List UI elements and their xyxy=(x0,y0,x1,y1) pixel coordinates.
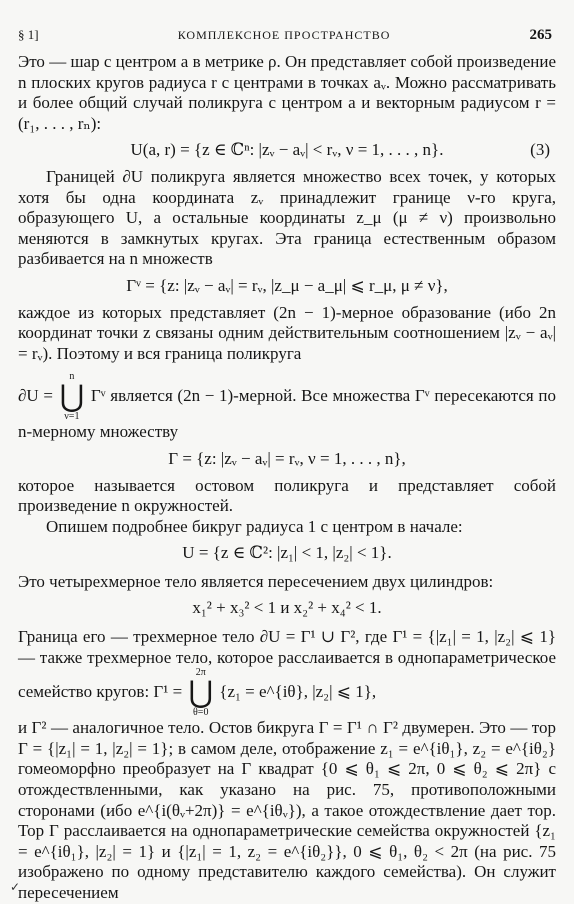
paragraph-4-text: Γᵛ является (2n − 1)-мерной. Все множества Γᵛ пересекаются по n-мерному множеству xyxy=(18,386,556,442)
union-lower-limit-2: θ=0 xyxy=(193,707,209,719)
union-operator xyxy=(60,372,85,422)
paragraph-3: каждое из которых представляет (2n − 1)-мерное образование (ибо 2n координат точки z связаны одним действительным соотношением |zᵥ − aᵥ| = rᵥ). Поэтому и вся граница поликруга xyxy=(18,302,556,363)
union-upper-limit: n xyxy=(69,371,75,383)
section-mark: § 1] xyxy=(18,27,39,42)
formula-lhs: ∂U = xyxy=(18,386,58,406)
paragraph-4 xyxy=(18,372,556,443)
formula-skeleton: Γ = {z: |zᵥ − aᵥ| = rᵥ, ν = 1, . . . , n}, xyxy=(168,448,406,468)
paragraph-8 xyxy=(18,627,556,718)
page-body xyxy=(18,52,556,904)
paragraph-1: Это — шар с центром a в метрике ρ. Он представляет собой произведение n плоских кругов радиуса r с центрами в точках aᵥ. Можно рассматривать и более общий случай поликруга с центром a и векторным радиусом r = (r₁, . . . , rₙ): xyxy=(18,52,556,133)
paragraph-8-tail: {z₁ = e^{iθ}, |z₂| ⩽ 1}, xyxy=(215,682,377,702)
formula-boundary-part: Γᵛ = {z: |zᵥ − aᵥ| = rᵥ, |z_μ − a_μ| ⩽ r_μ, μ ≠ ν}, xyxy=(126,275,448,295)
page-number: 265 xyxy=(529,26,552,43)
paragraph-2: Границей ∂U поликруга является множество всех точек, у которых хотя бы одна координата zᵥ принадлежит границе ν-го круга, образующего U, а остальные координаты z_μ (μ ≠ ν) произвольно меняются в замкнутых кругах. Эта граница естественным образом разбивается на n множеств xyxy=(18,166,556,269)
formula-polydisc xyxy=(18,140,556,161)
formula-bidisc: U = {z ∈ ℂ²: |z₁| < 1, |z₂| < 1}. xyxy=(182,543,392,563)
union-symbol-2: ⋃ xyxy=(188,676,214,710)
running-header xyxy=(18,24,552,46)
union-lower-limit: ν=1 xyxy=(64,411,80,423)
union-operator-2 xyxy=(188,668,213,718)
paragraph-9: и Γ² — аналогичное тело. Остов бикруга Γ = Γ¹ ∩ Γ² двумерен. Это — тор Γ = {|z₁| = 1, |z₂| = 1}; в самом деле, отображение z₁ = e^{iθ₁}, z₂ = e^{iθ₂} гомеоморфно преобразует на Γ квадрат {0 ⩽ θ₁ ⩽ 2π, 0 ⩽ θ₂ ⩽ 2π} с отождествленными, как указано на рис. 75, противоположными сторонами (ибо e^{i(θᵥ+2π)} = e^{iθᵥ}), а такое отождествление дает тор. Тор Γ расслаивается на однопараметрические семейства окружностей {z₁ = e^{iθ₁}, |z₂| = 1} и {|z₁| = 1, z₂ = e^{iθ₂}}, 0 ⩽ θ₁, θ₂ < 2π (на рис. 75 изображено по одному представителю каждого семейства). Он служит пересечением xyxy=(18,718,556,902)
formula-text: U(a, r) = {z ∈ ℂⁿ: |zᵥ − aᵥ| < rᵥ, ν = 1, . . . , n}. xyxy=(130,140,444,160)
paragraph-7: Это четырехмерное тело является пересечением двух цилиндров: xyxy=(18,571,494,591)
paragraph-5: которое называется остовом поликруга и представляет собой произведение n окружностей. xyxy=(18,475,556,516)
formula-cylinders: x₁² + x₃² < 1 и x₂² + x₄² < 1. xyxy=(192,598,382,618)
equation-number: (3) xyxy=(530,140,550,160)
running-title: КОМПЛЕКСНОЕ ПРОСТРАНСТВО xyxy=(177,27,391,42)
union-symbol: ⋃ xyxy=(59,380,85,414)
paragraph-6: Опишем подробнее бикруг радиуса 1 с центром в начале: xyxy=(46,516,463,536)
paragraph-8-text: Граница его — трехмерное тело ∂U = Γ¹ ∪ Γ², где Γ¹ = {|z₁| = 1, |z₂| ⩽ 1} — также трехмерное тело, которое расслаивается в однопараметрическое семейство кругов: Γ¹ = xyxy=(18,627,556,702)
union-upper-limit-2: 2π xyxy=(195,667,206,679)
margin-mark: ✓ xyxy=(10,880,21,894)
